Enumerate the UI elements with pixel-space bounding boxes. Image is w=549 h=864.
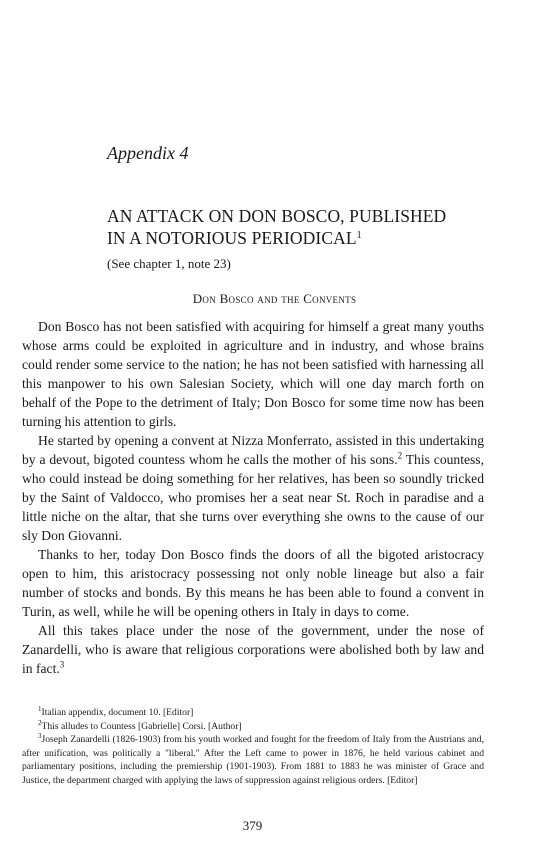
appendix-label: Appendix 4 [107, 143, 189, 163]
footnote-text: This alludes to Countess [Gabrielle] Corsi. [Author] [41, 720, 242, 732]
footnote-text: Italian appendix, document 10. [Editor] [41, 707, 194, 718]
paragraph-text: Don Bosco has not been satisfied with acquiring for himself a great many youths whose arms could be exploited in agriculture and in industry, and whose brains could render some service to the nation; he has not been satisfied with harnessing all this manpower to his own Salesian Society, which will one day march forth on behalf of the Pope to the detriment of Italy; Don Bosco for some time now has been turning his attention to girls. [22, 319, 484, 429]
section-heading: Don Bosco and the Convents [192, 291, 357, 306]
title-footnote-ref: 1 [356, 230, 362, 241]
paragraph-text: All this takes place under the nose of the government, under the nose of Zanardelli, who is aware that religious corporations were abolished both by law and in fact. [22, 623, 484, 676]
chapter-title [107, 205, 446, 249]
page-number: 379 [242, 818, 263, 833]
paragraph-text: He started by opening a convent at Nizza Monferrato, assisted in this undertaking by a devout, bigoted countess whom he calls the mother of his sons. [22, 433, 484, 467]
footnote [22, 706, 484, 720]
footnote-ref: 3 [59, 659, 65, 670]
footnote [22, 733, 484, 787]
title-line-1: AN ATTACK ON DON BOSCO, PUBLISHED [107, 206, 447, 226]
paragraph [22, 317, 484, 431]
paragraph [22, 621, 484, 678]
paragraph-text-continued: This countess, who could instead be doing something for her relatives, has been so soundly tricked by the Saint of Valdocco, who promises her a seat near St. Roch in paradise and a little niche on the altar, that she turns over everything she owns to the cause of our sly Don Giovanni. [22, 452, 484, 543]
footnotes [22, 706, 484, 788]
footnote [22, 720, 484, 734]
footnote-number: 1 [38, 704, 42, 713]
paragraph [22, 545, 484, 621]
footnote-ref: 2 [397, 450, 403, 461]
chapter-subtitle: (See chapter 1, note 23) [107, 256, 231, 271]
title-line-2-text: IN A NOTORIOUS PERIODICAL [107, 228, 357, 248]
footnote-text: Joseph Zanardelli (1826-1903) from his youth worked and fought for the freedom of Italy from the Austrians and, after unification, was politically a "liberal." After the Left came to power in 1876, he held various cabinet and parliamentary positions, including the premiership (1901-1903). From 1881 to 1883 he was minister of Grace and Justice, the department charged with applying the laws of suppression against religious orders. [Editor] [22, 734, 484, 786]
title-line-2 [107, 227, 446, 249]
footnote-number: 3 [38, 732, 42, 740]
footnote-number: 2 [38, 718, 42, 727]
body-text [22, 317, 484, 678]
paragraph-text: Thanks to her, today Don Bosco finds the doors of all the bigoted aristocracy open to him, this aristocracy possessing not only noble lineage but also a fair number of stocks and bonds. By this means he has been able to found a convent in Turin, as well, while he will be opening others in Italy in days to come. [22, 547, 484, 619]
paragraph [22, 431, 484, 545]
